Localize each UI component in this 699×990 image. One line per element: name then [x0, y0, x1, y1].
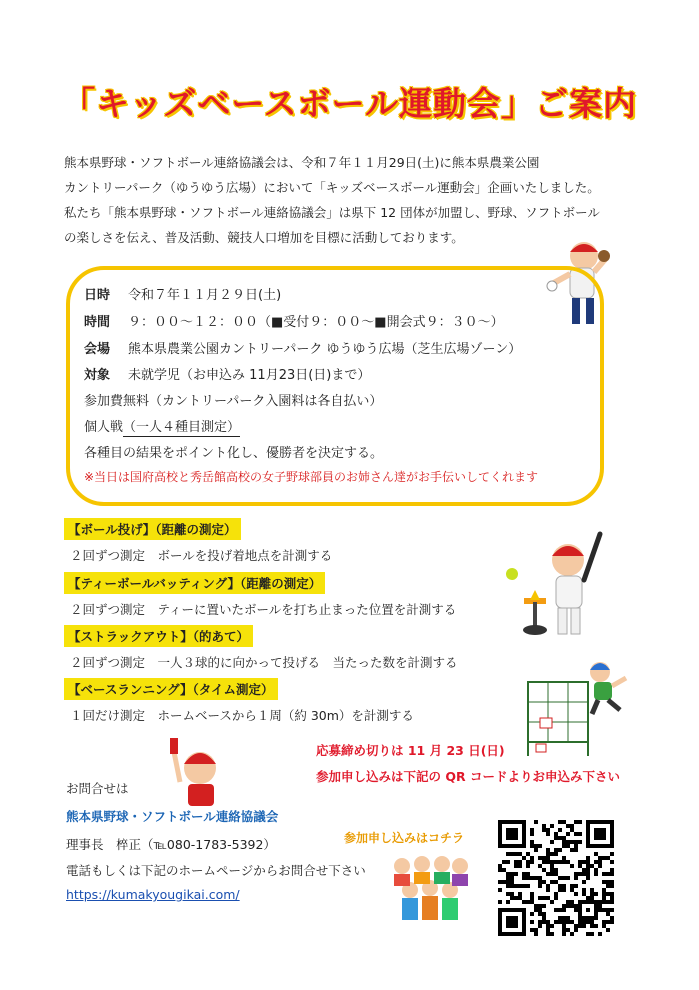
- strikeout-illustration: [520, 656, 630, 760]
- venue-label: 会場: [84, 342, 111, 357]
- time-value: ９：００～１２：００（■受付９：００～■開会式９：３０～）: [128, 315, 504, 330]
- intro-line: カントリーパーク（ゆうゆう広場）において「キッズベースボール運動会」企画いたしました。: [64, 180, 600, 195]
- individual-detail: （一人４種目測定）: [123, 420, 241, 435]
- intro-line: 私たち「熊本県野球・ソフトボール連絡協議会」は県下 12 団体が加盟し、野球、ソフトボール: [64, 205, 600, 220]
- event-tag: 【ストラックアウト】（的あて）: [64, 625, 253, 647]
- contact-note: 電話もしくは下記のホームページからお問合せ下さい: [66, 863, 366, 878]
- event-tag: 【ティーボールバッティング】（距離の測定）: [64, 572, 325, 594]
- event-tag: 【ベースランニング】（タイム測定）: [64, 678, 278, 700]
- apply-instruction: 参加申し込みは下記の QR コードよりお申込み下さい: [316, 769, 620, 784]
- info-target: [84, 364, 370, 383]
- date-value: 令和７年１１月２９日(土): [128, 288, 282, 303]
- contact-person: 理事長 椊正（℡080-1783-5392）: [66, 837, 276, 852]
- individual-prefix: 個人戦: [84, 420, 124, 435]
- target-label: 対象: [84, 368, 111, 383]
- info-date: [84, 284, 281, 303]
- event-desc: ２回ずつ測定 ボールを投げ着地点を計測する: [70, 548, 333, 563]
- apply-label: 参加申し込みはコチラ: [344, 831, 465, 845]
- event-desc: １回だけ測定 ホームベースから１周（約 30m）を計測する: [70, 708, 414, 723]
- info-venue: [84, 338, 521, 357]
- info-note: ※当日は国府高校と秀岳館高校の女子野球部員のお姉さん達がお手伝いしてくれます: [84, 470, 539, 484]
- venue-value: 熊本県農業公園カントリーパーク ゆうゆう広場（芝生広場ゾーン）: [128, 342, 522, 357]
- info-points: 各種目の結果をポイント化し、優勝者を決定する。: [84, 446, 384, 461]
- batter-illustration: [504, 530, 610, 640]
- info-individual: [84, 416, 240, 435]
- contact-org: 熊本県野球・ソフトボール連絡協議会: [66, 809, 279, 824]
- intro-line: 熊本県野球・ソフトボール連絡協議会は、令和７年１１月29日(土)に熊本県農業公園: [64, 155, 540, 170]
- deadline-line: 応募締め切りは 11 月 23 日(日): [316, 743, 505, 758]
- time-label: 時間: [84, 315, 111, 330]
- event-desc: ２回ずつ測定 一人３球的に向かって投げる 当たった数を計測する: [70, 655, 458, 670]
- contact-heading: お問合せは: [66, 781, 129, 796]
- kids-group-illustration: [388, 852, 472, 930]
- info-fee: 参加費無料（カントリーパーク入園料は各自払い）: [84, 394, 383, 409]
- info-time: [84, 311, 504, 330]
- qr-code[interactable]: [498, 820, 614, 936]
- target-value: 未就学児（お申込み 11月23日(日)まで）: [128, 368, 371, 383]
- intro-text: [64, 150, 644, 250]
- page-title: 「キッズベースボール運動会」ご案内: [61, 84, 638, 123]
- cheering-kid-illustration: [168, 736, 228, 806]
- homepage-link[interactable]: https://kumakyougikai.com/: [66, 887, 240, 902]
- event-desc: ２回ずつ測定 ティーに置いたボールを打ち止まった位置を計測する: [70, 602, 457, 617]
- event-tag: 【ボール投げ】（距離の測定）: [64, 518, 241, 540]
- date-label: 日時: [84, 288, 111, 303]
- intro-line: の楽しさを伝え、普及活動、競技人口増加を目標に活動しております。: [64, 230, 464, 245]
